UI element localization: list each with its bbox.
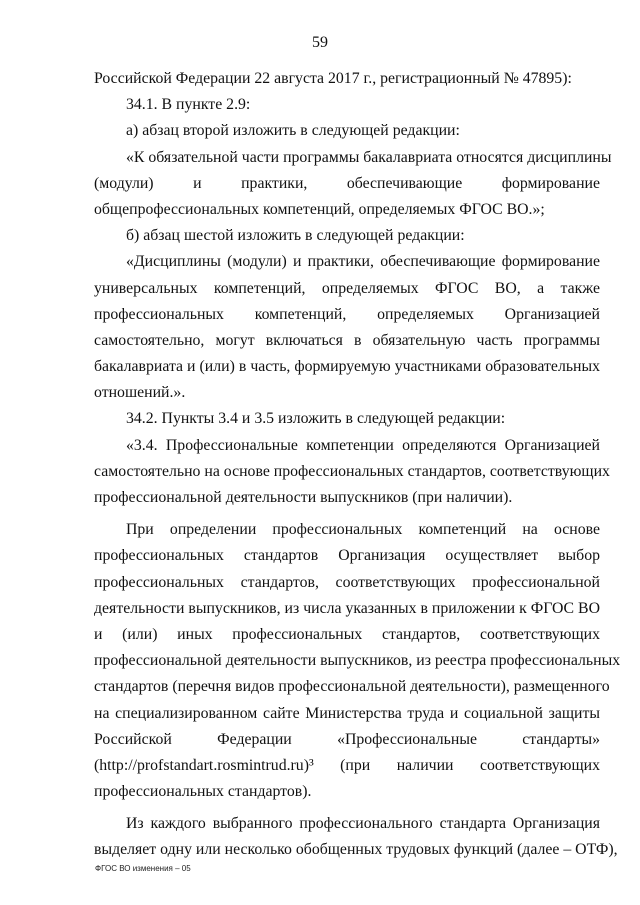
text-line: (http://profstandart.rosmintrud.ru)³ (при наличии соответствующих — [94, 756, 600, 774]
text-line: б) абзац шестой изложить в следующей редакции: — [126, 227, 465, 245]
text-line: профессиональной деятельности выпускников (при наличии). — [94, 489, 513, 506]
text-line: и (или) иных профессиональных стандартов, соответствующих — [94, 625, 600, 643]
text-line: профессиональных стандартов Организация осуществляет выбор — [94, 547, 600, 565]
text-line: профессиональных стандартов, соответствующих профессиональной — [94, 573, 600, 591]
text-line: (модули) и практики, обеспечивающие формирование — [94, 174, 600, 192]
text-line: 34.2. Пункты 3.4 и 3.5 изложить в следующей редакции: — [126, 410, 506, 428]
text-line: Из каждого выбранного профессионального стандарта Организация — [126, 815, 600, 833]
text-line: универсальных компетенций, определяемых ФГОС ВО, а также — [94, 279, 600, 297]
text-line: самостоятельно на основе профессиональных стандартов, соответствующих — [94, 462, 610, 480]
text-line: профессиональных компетенций, определяемых Организацией — [94, 305, 600, 323]
page-number: 59 — [312, 34, 328, 51]
text-line: Российской Федерации «Профессиональные стандарты» — [94, 730, 600, 748]
document-body — [94, 66, 621, 864]
text-line: а) абзац второй изложить в следующей редакции: — [126, 122, 460, 140]
text-line: выделяет одну или несколько обобщенных трудовых функций (далее – ОТФ), — [94, 841, 618, 859]
text-line: профессиональной деятельности выпускников, из реестра профессиональных — [94, 652, 621, 670]
text-line: самостоятельно, могут включаться в обязательную часть программы — [94, 331, 600, 349]
footer-note: ФГОС ВО изменения – 05 — [95, 864, 191, 873]
text-line: на специализированном сайте Министерства труда и социальной защиты — [94, 704, 600, 722]
text-line: Российской Федерации 22 августа 2017 г., регистрационный № 47895): — [94, 70, 572, 87]
text-line: общепрофессиональных компетенций, определяемых ФГОС ВО.»; — [94, 200, 545, 218]
text-line: «3.4. Профессиональные компетенции определяются Организацией — [126, 436, 600, 454]
text-line: При определении профессиональных компетенций на основе — [126, 521, 600, 539]
text-line: деятельности выпускников, из числа указанных в приложении к ФГОС ВО — [94, 599, 600, 617]
text-line: «К обязательной части программы бакалавриата относятся дисциплины — [126, 148, 612, 166]
text-line: бакалавриата и (или) в часть, формируемую участниками образовательных — [94, 358, 600, 376]
text-line: 34.1. В пункте 2.9: — [126, 96, 251, 114]
text-line: отношений.». — [94, 384, 186, 402]
text-line: «Дисциплины (модули) и практики, обеспечивающие формирование — [126, 253, 600, 271]
text-line: стандартов (перечня видов профессиональной деятельности), размещенного — [94, 678, 610, 696]
text-line: профессиональных стандартов). — [94, 783, 312, 801]
